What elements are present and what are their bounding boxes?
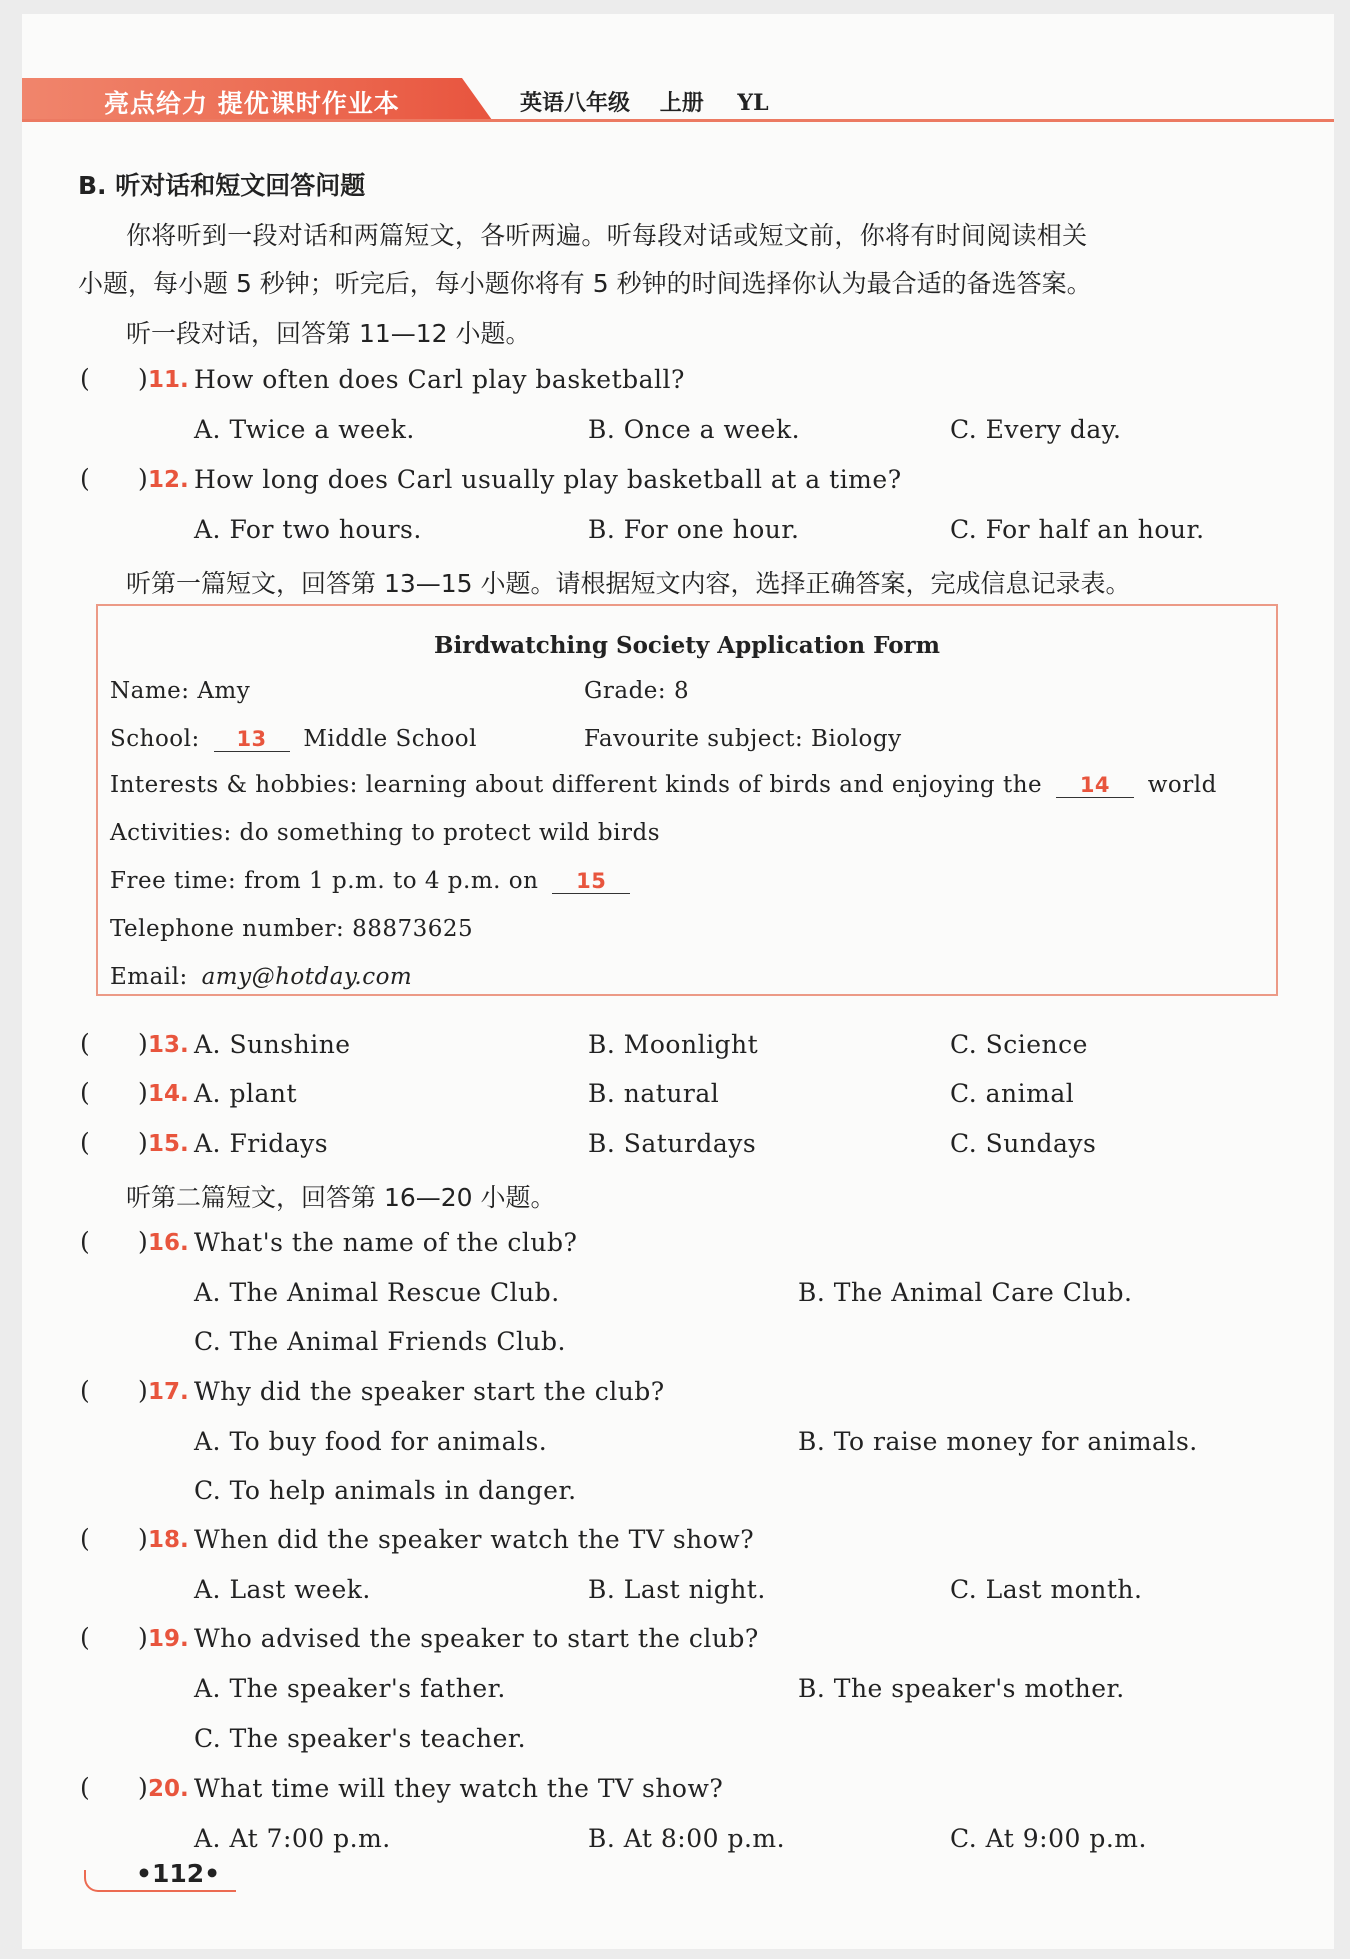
answer-paren-close: )	[138, 1773, 148, 1802]
option-a: A. Twice a week.	[194, 415, 415, 444]
school-label: School:	[110, 726, 200, 752]
application-form	[96, 604, 1278, 996]
option-b: B. Moonlight	[588, 1030, 759, 1059]
answer-paren-open: (	[80, 1078, 90, 1107]
question-number: 19.	[148, 1626, 189, 1652]
answer-paren-open: (	[80, 1227, 90, 1256]
option-b: B. Last night.	[588, 1575, 766, 1604]
option-a: A. To buy food for animals.	[194, 1427, 548, 1456]
form-school	[110, 726, 477, 752]
option-c: C. The Animal Friends Club.	[194, 1327, 566, 1356]
option-b: B. To raise money for animals.	[798, 1427, 1198, 1456]
question-number: 20.	[148, 1776, 189, 1802]
answer-paren-open: (	[80, 1376, 90, 1405]
option-c: C. The speaker's teacher.	[194, 1724, 527, 1753]
question-text: How long does Carl usually play basketball at a time?	[194, 465, 902, 494]
form-subject: Favourite subject: Biology	[584, 726, 902, 752]
question-number: 11.	[148, 367, 189, 393]
edition-label: YL	[737, 90, 769, 116]
section-title: B. 听对话和短文回答问题	[78, 171, 366, 200]
answer-paren-open: (	[80, 1623, 90, 1652]
form-telephone: Telephone number: 88873625	[110, 916, 474, 942]
option-a: A. Sunshine	[194, 1030, 351, 1059]
blank-14: 14	[1056, 773, 1134, 798]
form-title: Birdwatching Society Application Form	[434, 632, 940, 659]
question-number: 14.	[148, 1081, 189, 1107]
blank-15: 15	[552, 869, 630, 894]
option-b: B. Saturdays	[588, 1129, 757, 1158]
form-interests	[110, 772, 1217, 798]
answer-paren-close: )	[138, 364, 148, 393]
answer-paren-close: )	[138, 1376, 148, 1405]
email-label: Email:	[110, 964, 188, 990]
form-activities: Activities: do something to protect wild birds	[110, 820, 661, 846]
interests-suffix: world	[1147, 772, 1217, 798]
subject-info	[520, 86, 769, 117]
answer-paren-open: (	[80, 1128, 90, 1157]
option-a: A. The speaker's father.	[194, 1674, 506, 1703]
option-a: A. For two hours.	[194, 515, 422, 544]
option-c: C. At 9:00 p.m.	[950, 1824, 1147, 1853]
volume-label: 上册	[659, 91, 704, 116]
page-number: •112•	[136, 1859, 221, 1888]
answer-paren-open: (	[80, 1524, 90, 1553]
interests-label: Interests & hobbies: learning about different kinds of birds and enjoying the	[110, 772, 1043, 798]
question-text: Why did the speaker start the club?	[194, 1377, 665, 1406]
question-number: 17.	[148, 1379, 189, 1405]
option-c: C. For half an hour.	[950, 515, 1205, 544]
subject-label: 英语八年级	[520, 91, 631, 116]
free-time-label: Free time: from 1 p.m. to 4 p.m. on	[110, 868, 539, 894]
answer-paren-open: (	[80, 1773, 90, 1802]
question-text: What time will they watch the TV show?	[194, 1774, 724, 1803]
answer-paren-close: )	[138, 1623, 148, 1652]
answer-paren-open: (	[80, 464, 90, 493]
header-rule	[22, 119, 1334, 122]
question-text: Who advised the speaker to start the club?	[194, 1624, 759, 1653]
series-title: 亮点给力 提优课时作业本	[104, 89, 400, 118]
option-c: C. Last month.	[950, 1575, 1143, 1604]
answer-paren-close: )	[138, 1078, 148, 1107]
option-b: B. At 8:00 p.m.	[588, 1824, 786, 1853]
answer-paren-close: )	[138, 1227, 148, 1256]
answer-paren-open: (	[80, 1029, 90, 1058]
answer-paren-close: )	[138, 1029, 148, 1058]
answer-paren-open: (	[80, 364, 90, 393]
option-a: A. plant	[194, 1079, 297, 1108]
part3-intro: 听第二篇短文，回答第 16—20 小题。	[126, 1183, 556, 1212]
option-b: B. The speaker's mother.	[798, 1674, 1125, 1703]
question-text: What's the name of the club?	[194, 1228, 578, 1257]
part2-intro: 听第一篇短文，回答第 13—15 小题。请根据短文内容，选择正确答案，完成信息记录表。	[126, 569, 1131, 598]
option-b: B. natural	[588, 1079, 720, 1108]
question-number: 18.	[148, 1527, 189, 1553]
option-a: A. The Animal Rescue Club.	[194, 1278, 560, 1307]
instructions-line-1: 你将听到一段对话和两篇短文，各听两遍。听每段对话或短文前，你将有时间阅读相关	[126, 221, 1088, 250]
option-c: C. Sundays	[950, 1129, 1097, 1158]
option-a: A. At 7:00 p.m.	[194, 1824, 391, 1853]
answer-paren-close: )	[138, 1128, 148, 1157]
option-b: B. For one hour.	[588, 515, 800, 544]
option-c: C. Every day.	[950, 415, 1122, 444]
option-b: B. The Animal Care Club.	[798, 1278, 1133, 1307]
question-text: How often does Carl play basketball?	[194, 365, 685, 394]
question-number: 15.	[148, 1131, 189, 1157]
email-value: amy@hotday.com	[201, 964, 413, 990]
question-text: When did the speaker watch the TV show?	[194, 1525, 755, 1554]
option-c: C. animal	[950, 1079, 1075, 1108]
answer-paren-close: )	[138, 464, 148, 493]
blank-13: 13	[214, 727, 290, 752]
option-a: A. Fridays	[194, 1129, 329, 1158]
question-number: 16.	[148, 1230, 189, 1256]
school-suffix: Middle School	[303, 726, 478, 752]
part1-intro: 听一段对话，回答第 11—12 小题。	[126, 319, 531, 348]
form-email	[110, 964, 412, 990]
form-name: Name: Amy	[110, 678, 251, 704]
option-a: A. Last week.	[194, 1575, 371, 1604]
form-grade: Grade: 8	[584, 678, 690, 704]
option-b: B. Once a week.	[588, 415, 801, 444]
option-c: C. To help animals in danger.	[194, 1476, 577, 1505]
form-free-time	[110, 868, 630, 894]
workbook-page	[22, 14, 1334, 1949]
question-number: 13.	[148, 1032, 189, 1058]
question-number: 12.	[148, 467, 189, 493]
answer-paren-close: )	[138, 1524, 148, 1553]
instructions-line-2: 小题，每小题 5 秒钟；听完后，每小题你将有 5 秒钟的时间选择你认为最合适的备选答案。	[78, 269, 1092, 298]
option-c: C. Science	[950, 1030, 1088, 1059]
